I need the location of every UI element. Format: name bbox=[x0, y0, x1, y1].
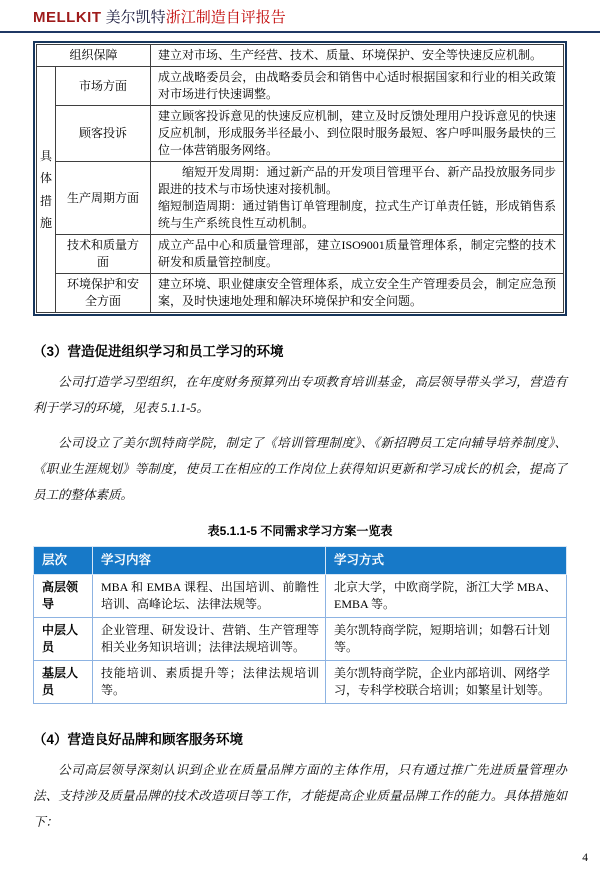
measure-content-cell: 建立对市场、生产经营、技术、质量、环境保护、安全等快速反应机制。 bbox=[151, 45, 564, 67]
brand-logo-text: MELLKIT bbox=[33, 9, 102, 26]
measure-content-cell: 成立战略委员会，由战略委员会和销售中心适时根据国家和行业的相关政策对市场进行快速调整。 bbox=[151, 67, 564, 106]
section-3-paragraph-2: 公司设立了美尔凯特商学院，制定了《培训管理制度》、《新招聘员工定向辅导培养制度》、《职业生涯规划》等制度，使员工在相应的工作岗位上获得知识更新和学习成长的机会，提高了员工的整体素质。 bbox=[33, 436, 567, 502]
level-cell: 基层人员 bbox=[34, 661, 93, 704]
measure-label-cell bbox=[56, 235, 151, 274]
measure-label: 市场方面 bbox=[78, 78, 127, 93]
measure-label-cell bbox=[56, 67, 151, 106]
report-title: 浙江制造自评报告 bbox=[165, 9, 286, 26]
company-name: 美尔凯特 bbox=[105, 9, 166, 26]
table-row bbox=[37, 235, 564, 274]
table-header-row bbox=[34, 547, 567, 575]
measures-table-border bbox=[33, 41, 567, 316]
page-content bbox=[0, 41, 600, 835]
measure-label-cell bbox=[56, 274, 151, 313]
section-3-paragraph-1: 公司打造学习型组织，在年度财务预算列出专项教育培训基金，高层领导带头学习，营造有利于学习的环境，见表 5.1.1-5。 bbox=[33, 375, 567, 415]
column-header-level: 层次 bbox=[34, 547, 93, 575]
learning-table-caption: 表5.1.1-5 不同需求学习方案一览表 bbox=[207, 524, 393, 538]
measure-label: 技术和质量方面 bbox=[66, 238, 139, 269]
section-4-paragraph-1: 公司高层领导深刻认识到企业在质量品牌方面的主体作用，只有通过推广先进质量管理办法、支持涉及质量品牌的技术改造项目等工作，才能提高企业质量品牌工作的能力。具体措施如下： bbox=[33, 763, 567, 829]
measure-label: 环境保护和安全方面 bbox=[66, 277, 139, 308]
content-cell: 技能培训、素质提升等；法律法规培训等。 bbox=[93, 661, 326, 704]
content-cell: 企业管理、研发设计、营销、生产管理等相关业务知识培训；法律法规培训等。 bbox=[93, 618, 326, 661]
page-number: 4 bbox=[582, 852, 588, 864]
method-cell: 美尔凯特商学院，短期培训；如磐石计划等。 bbox=[326, 618, 567, 661]
level-cell: 高层领导 bbox=[34, 575, 93, 618]
measure-label-cell bbox=[37, 45, 151, 67]
measures-table bbox=[36, 44, 564, 313]
learning-table bbox=[33, 546, 567, 704]
method-cell: 美尔凯特商学院，企业内部培训、网络学习，专科学校联合培训；如繁星计划等。 bbox=[326, 661, 567, 704]
table-row bbox=[34, 661, 567, 704]
table-row bbox=[34, 575, 567, 618]
running-header bbox=[0, 0, 600, 33]
measure-content-cell: 建立顾客投诉意见的快速反应机制，建立及时反馈处理用户投诉意见的快速反应机制，形成服务半径最小、到位限时服务最短、客户呼叫服务最快的三位一体营销服务网络。 bbox=[151, 106, 564, 162]
measure-content-cell bbox=[151, 162, 564, 235]
table-row bbox=[34, 618, 567, 661]
measure-content-line2: 缩短制造周期：通过销售订单管理制度，拉式生产订单责任链，形成销售系统与生产系统良性互动机制。 bbox=[158, 199, 556, 230]
measure-label: 顾客投诉 bbox=[78, 126, 127, 140]
column-header-method: 学习方式 bbox=[326, 547, 567, 575]
table-row bbox=[37, 106, 564, 162]
table-row bbox=[37, 67, 564, 106]
measure-label-cell bbox=[56, 162, 151, 235]
table-row bbox=[37, 162, 564, 235]
measure-label: 生产周期方面 bbox=[66, 190, 139, 205]
measure-label-cell bbox=[56, 106, 151, 162]
measures-side-label: 具体措施 bbox=[37, 67, 56, 313]
section-3-heading: （3）营造促进组织学习和员工学习的环境 bbox=[33, 344, 284, 359]
measure-label: 组织保障 bbox=[69, 48, 118, 62]
table-row bbox=[37, 274, 564, 313]
content-cell: MBA 和 EMBA 课程、出国培训、前瞻性培训、高峰论坛、法律法规等。 bbox=[93, 575, 326, 618]
measure-content-cell: 成立产品中心和质量管理部，建立ISO9001质量管理体系，制定完整的技术研发和质量管控制度。 bbox=[151, 235, 564, 274]
level-cell: 中层人员 bbox=[34, 618, 93, 661]
measure-content-line1: 缩短开发周期：通过新产品的开发项目管理平台、新产品投放服务同步跟进的技术与市场快速对接机制。 bbox=[158, 165, 556, 196]
method-cell: 北京大学，中欧商学院，浙江大学 MBA、EMBA 等。 bbox=[326, 575, 567, 618]
section-4-heading: （4）营造良好品牌和顾客服务环境 bbox=[33, 732, 244, 747]
column-header-content: 学习内容 bbox=[93, 547, 326, 575]
measure-content-cell: 建立环境、职业健康安全管理体系，成立安全生产管理委员会，制定应急预案，及时快速地处理和解决环境保护和安全问题。 bbox=[151, 274, 564, 313]
table-row bbox=[37, 45, 564, 67]
